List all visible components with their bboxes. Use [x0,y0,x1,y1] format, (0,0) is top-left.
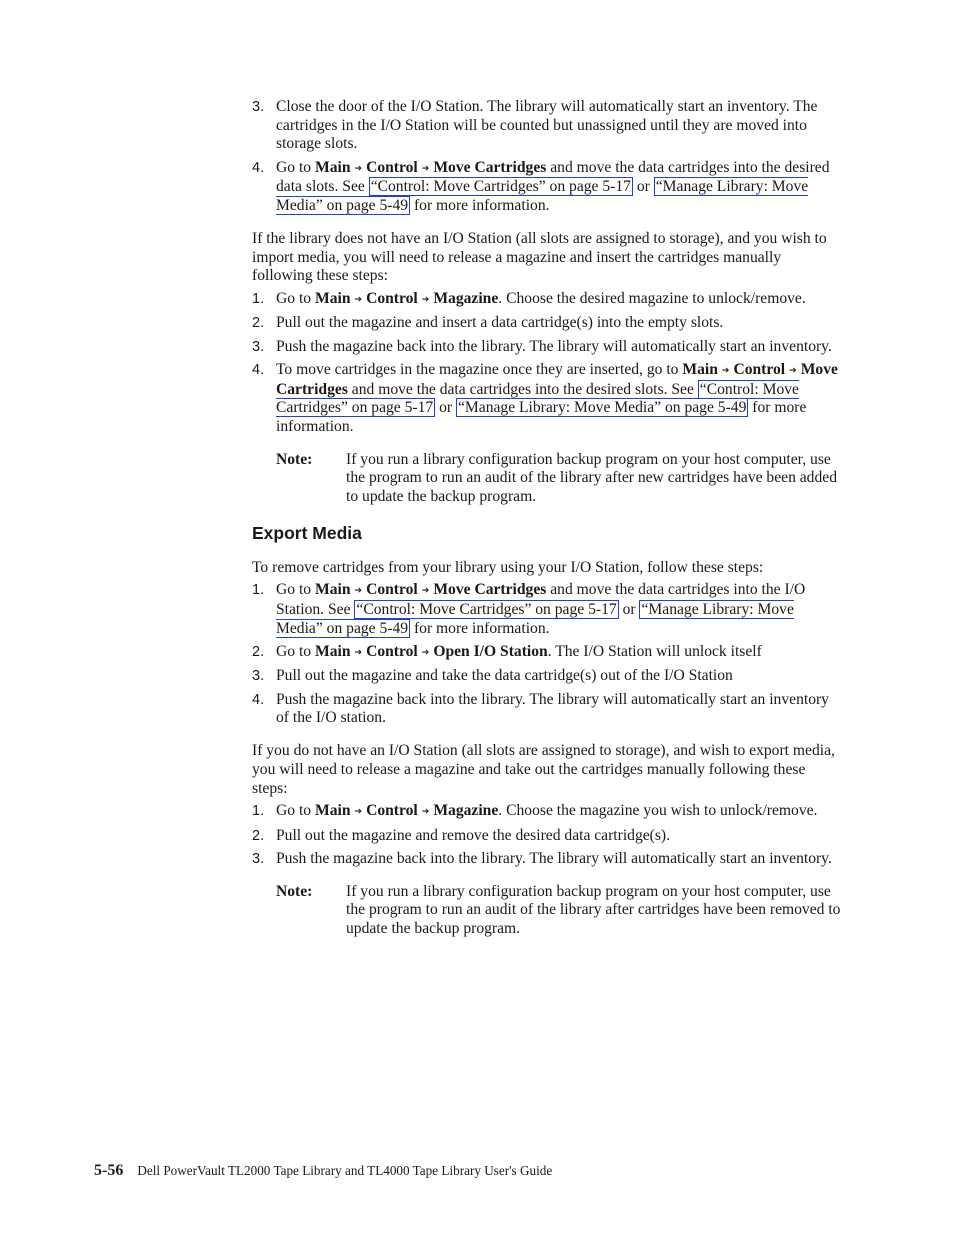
step-text: . Choose the desired magazine to unlock/remove. [498,289,806,307]
arrow-right-icon: ➔ [421,648,430,659]
step-text: Go to [276,581,315,599]
menu-control: Control [366,158,418,176]
import-steps [252,290,844,437]
list-item [252,581,844,638]
link-control-move-cartridges[interactable]: “Control: Move Cartridges” on page 5-17 [276,380,799,417]
step-text: . The I/O Station will unlock itself [547,643,762,661]
arrow-right-icon: ➔ [354,294,363,305]
step-text: Push the magazine back into the library. The library will automatically start an inventory. [276,849,832,867]
list-item [252,802,844,822]
io-station-steps [252,98,844,216]
menu-control: Control [733,360,786,378]
step-text: Pull out the magazine and insert a data cartridge(s) into the empty slots. [276,314,724,332]
list-item [252,338,844,357]
arrow-right-icon: ➔ [421,294,430,305]
arrow-right-icon: ➔ [421,807,430,818]
link-manage-library-move-media[interactable]: “Manage Library: Move Media” on page 5-49 [457,399,747,417]
step-text: and move the data cartridges into the desired data slots. See [276,158,830,196]
arrow-right-icon: ➔ [354,648,363,659]
step-text: for more information. [410,197,550,215]
step-text: . Choose the magazine you wish to unlock/remove. [498,802,818,820]
manual-export-intro-paragraph: If you do not have an I/O Station (all slots are assigned to storage), and wish to export media, you will need to release a magazine and take out the cartridges manually following these steps: [252,742,835,797]
section-heading: Export Media [252,522,362,543]
list-item [252,98,844,154]
manual-export-steps [252,802,844,868]
step-number: 2. [252,644,265,661]
import-intro-paragraph: If the library does not have an I/O Station (all slots are assigned to storage), and you wish to import media, you will need to release a magazine and insert the cartridges manually following these steps: [252,229,827,285]
page-content [252,98,844,939]
step-number: 2. [252,827,265,844]
arrow-right-icon: ➔ [421,163,430,174]
page-footer [94,1162,552,1181]
link-control-move-cartridges[interactable]: “Control: Move Cartridges” on page 5-17 [370,178,631,196]
list-item [252,827,844,846]
menu-open-io-station: Open I/O Station [433,643,548,661]
step-text: Go to [276,802,315,820]
list-item [252,361,844,437]
step-text: for more information. [276,399,807,435]
export-steps [252,581,844,728]
menu-move-cartridges: Move Cartridges [433,581,547,599]
arrow-right-icon: ➔ [721,365,730,376]
note-label: Note: [276,882,313,900]
list-item [252,850,844,869]
list-item [252,667,844,686]
step-number: 1. [252,582,265,599]
step-text: Push the magazine back into the library. The library will automatically start an inventory of the I/O station. [276,690,829,727]
step-number: 1. [252,803,265,820]
step-number: 4. [252,361,265,378]
menu-main: Main [314,581,351,599]
arrow-right-icon: ➔ [354,586,363,597]
arrow-right-icon: ➔ [354,163,363,174]
menu-move-cartridges: Move Cartridges [276,360,838,398]
step-number: 2. [252,315,265,332]
step-text: Pull out the magazine and remove the desired data cartridge(s). [276,826,671,844]
step-text: Pull out the magazine and take the data cartridge(s) out of the I/O Station [276,667,733,685]
step-text: Go to [276,643,315,661]
arrow-right-icon: ➔ [421,586,430,597]
step-number: 3. [252,338,265,355]
step-number: 4. [252,691,265,708]
menu-main: Main [314,802,351,820]
menu-main: Main [314,289,351,307]
arrow-right-icon: ➔ [789,365,797,376]
link-manage-library-move-media[interactable]: “Manage Library: Move Media” on page 5-49 [276,178,809,215]
step-text: Go to [276,289,315,307]
step-number: 3. [252,99,265,115]
link-control-move-cartridges[interactable]: “Control: Move Cartridges” on page 5-17 [356,601,617,619]
note-export [276,883,844,939]
step-number: 1. [252,290,265,307]
step-text: Go to [276,158,315,176]
arrow-right-icon: ➔ [354,807,363,818]
step-number: 4. [252,159,265,176]
menu-move-cartridges: Move Cartridges [433,158,547,176]
note-text: If you run a library configuration backup program on your host computer, use the program to run an audit of the library after new cartridges have been added to update the backup program. [346,450,837,506]
step-text: Push the magazine back into the library. The library will automatically start an inventory. [276,337,832,355]
step-text: To move cartridges in the magazine once they are inserted, go to [276,360,683,378]
link-manage-library-move-media[interactable]: “Manage Library: Move Media” on page 5-49 [276,601,794,637]
note-import [276,451,844,507]
menu-magazine: Magazine [433,802,499,820]
menu-magazine: Magazine [433,289,499,307]
list-item [252,290,844,310]
step-text: and move the data cartridges into the I/O Station. See [276,581,806,619]
menu-control: Control [366,802,418,820]
menu-control: Control [366,289,418,307]
step-text: or [435,399,456,417]
note-text: If you run a library configuration backup program on your host computer, use the program to run an audit of the library after cartridges have been removed to update the backup program. [346,882,841,937]
list-item [252,314,844,333]
list-item [252,159,844,216]
step-text: for more information. [410,619,550,637]
step-text: or [618,601,640,619]
list-item [252,691,844,728]
document-title: Dell PowerVault TL2000 Tape Library and TL4000 Tape Library User's Guide [137,1163,553,1178]
note-label: Note: [276,450,313,468]
menu-main: Main [314,158,351,176]
export-intro-paragraph: To remove cartridges from your library using your I/O Station, follow these steps: [252,558,764,576]
step-text: Close the door of the I/O Station. The library will automatically start an inventory. The cartridges in the I/O Station will be counted but unassigned until they are moved into storage slots. [276,98,818,153]
menu-main: Main [314,643,351,661]
page-number: 5-56 [94,1162,124,1179]
list-item [252,643,844,663]
step-number: 3. [252,668,265,685]
menu-main: Main [682,360,718,378]
step-text: or [632,178,654,196]
menu-control: Control [366,643,418,661]
step-number: 3. [252,850,265,867]
menu-control: Control [366,581,418,599]
step-text: and move the data cartridges into the desired slots. See [347,380,698,398]
